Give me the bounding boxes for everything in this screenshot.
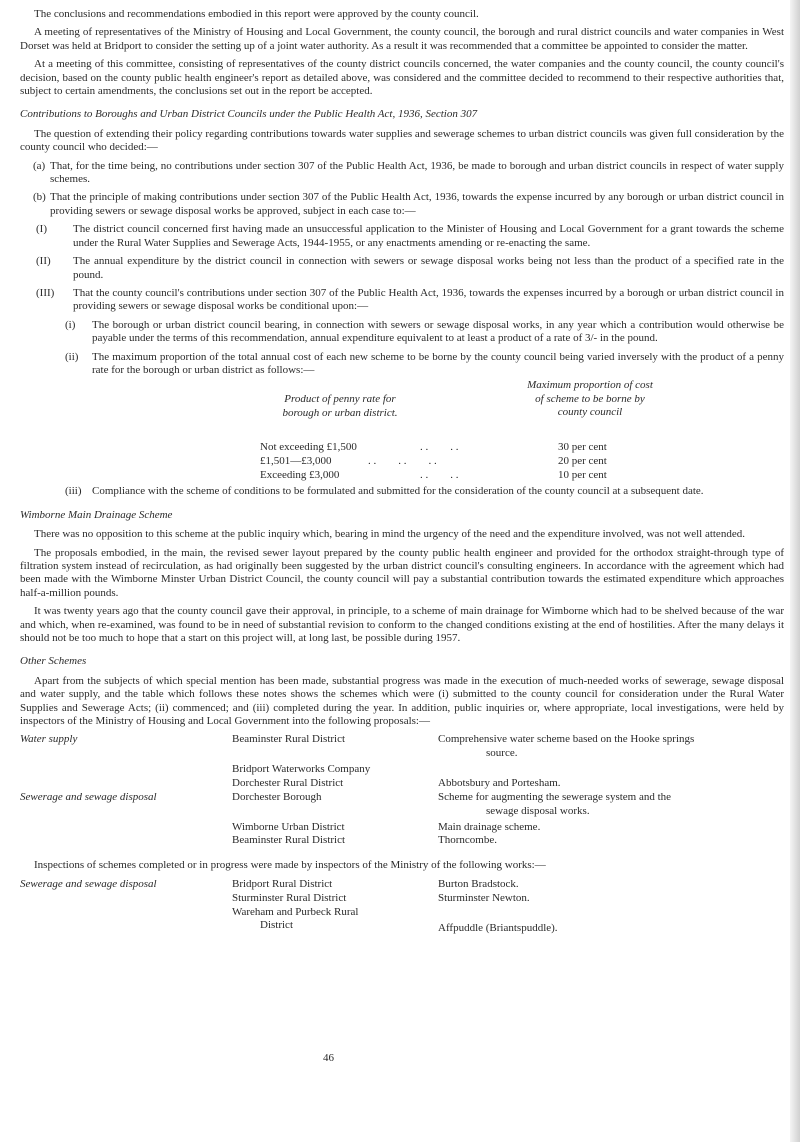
- scheme-description: [438, 733, 784, 760]
- cost-proportion-rows: [20, 441, 784, 485]
- cost-proportion-table: [20, 379, 784, 441]
- category-water-supply: Water supply: [20, 733, 78, 746]
- subcondition-label: (i): [65, 318, 76, 331]
- subcondition-text: Compliance with the scheme of conditions to be formulated and submitted for the consideration of the county council at a subsequent date.: [92, 485, 704, 498]
- contributions-paragraph: The question of extending their policy regarding contributions towards water supplies and sewerage schemes to urban district councils was given full consideration by the county council who decided:—: [20, 127, 784, 154]
- percent-value: 30 per cent: [558, 441, 607, 454]
- header-line: Product of penny rate for: [284, 393, 396, 406]
- condition-II: [20, 255, 784, 282]
- leader-dots: . . . . . .: [368, 455, 437, 468]
- scheme-description: Affpuddle (Briantspuddle).: [438, 921, 558, 934]
- clause-text: That the principle of making contributions under section 307 of the Public Health Act, 1936, towards the expense incurred by any borough or urban district council in providing sewers or sewage disposal works be approved, subject in each case to:—: [50, 191, 784, 217]
- intro-paragraph-1: The conclusions and recommendations embodied in this report were approved by the county council.: [34, 8, 479, 20]
- page-number: 46: [323, 1052, 334, 1064]
- intro-paragraph-3: At a meeting of this committee, consisting of representatives of the county district councils concerned, the water companies and the county council, the county council's decision, based on the county public health engineer's report as detailed above, was considered and the committee decided to recommend to their respective authorities that, subject to certain amendments, the conclusions set out in the report be accepted.: [20, 58, 784, 98]
- proposals-table: [20, 733, 784, 855]
- clause-label: (a): [33, 159, 46, 172]
- band-label: Not exceeding £1,500: [260, 441, 357, 454]
- wimborne-paragraph-3: It was twenty years ago that the county council gave their approval, in principle, to a scheme of main drainage for Wimborne which had to be shelved because of the war and which, when re-examined, was found to be in need of substantial revision to conform to the changed conditions existing at the end of hostilities. After the many delays it should not be too much to hope that a start on this project will, at long last, be possible during 1957.: [20, 605, 784, 644]
- table-header-product: [245, 393, 435, 420]
- authority: Beaminster Rural District: [232, 834, 346, 847]
- subcondition-label: (ii): [65, 350, 79, 363]
- band-label: Exceeding £3,000: [260, 469, 340, 482]
- subcondition-text: The maximum proportion of the total annual cost of each new scheme to be borne by the county council being varied inversely with the product of a penny rate for the borough or urban district as follows:—: [92, 350, 784, 376]
- condition-I: [20, 223, 784, 250]
- other-schemes-heading: Other Schemes: [20, 655, 87, 668]
- clause-label: (b): [33, 191, 46, 204]
- authority: Beaminster Rural District: [232, 733, 346, 746]
- header-line: county council: [557, 406, 623, 419]
- description-line: source.: [486, 746, 518, 759]
- scheme-description: Burton Bradstock.: [438, 877, 519, 890]
- authority: Sturminster Rural District: [232, 891, 347, 904]
- scheme-description: Sturminster Newton.: [438, 891, 530, 904]
- category-sewerage: Sewerage and sewage disposal: [20, 877, 157, 890]
- scheme-description: Abbotsbury and Portesham.: [438, 777, 561, 790]
- leader-dots: . . . .: [420, 469, 459, 482]
- description-line: Comprehensive water scheme based on the Hooke springs: [438, 733, 695, 746]
- clause-b: [20, 191, 784, 218]
- authority-line: Dorchester Rural District: [232, 776, 344, 789]
- condition-text: That the county council's contributions under section 307 of the Public Health Act, 1936, towards the expenses incurred by a borough or urban district council in providing sewers or sewage disposal works be conditional upon:—: [73, 286, 784, 313]
- subcondition-text: The borough or urban district council bearing, in connection with sewers or sewage disposal works, in any year which a contribution would otherwise be payable under the terms of this recommendation, annual expenditure equivalent to at least a product of a rate of 3/- in the pound.: [92, 318, 784, 345]
- inspections-intro: Inspections of schemes completed or in progress were made by inspectors of the Ministry of the following works:—: [34, 859, 546, 872]
- page-edge-shadow: [790, 0, 800, 1142]
- contributions-heading: Contributions to Boroughs and Urban District Councils under the Public Health Act, 1936, Section 307: [20, 108, 478, 121]
- authority: Bridport Rural District: [232, 877, 333, 890]
- authority-line: Bridport Waterworks Company: [232, 763, 371, 776]
- authority: Wimborne Urban District: [232, 821, 345, 834]
- condition-text: The annual expenditure by the district council in connection with sewers or sewage disposal works being not less than the product of a specified rate in the pound.: [73, 255, 784, 281]
- leader-dots: . . . .: [420, 441, 459, 454]
- subcondition-ii: [20, 351, 784, 378]
- condition-label: (III): [36, 286, 55, 299]
- header-line: Maximum proportion of cost: [527, 379, 653, 392]
- header-line: of scheme to be borne by: [535, 392, 645, 405]
- condition-label: (II): [36, 255, 51, 268]
- table-header-maximum: [490, 379, 690, 419]
- scheme-description: Thorncombe.: [438, 834, 497, 847]
- authority: [232, 906, 358, 933]
- condition-label: (I): [36, 223, 47, 236]
- condition-III: [20, 287, 784, 314]
- table-row: [260, 441, 357, 454]
- description-line: Scheme for augmenting the sewerage system and the: [438, 791, 672, 804]
- scheme-description: Main drainage scheme.: [438, 821, 541, 834]
- wimborne-heading: Wimborne Main Drainage Scheme: [20, 508, 173, 521]
- percent-value: 20 per cent: [558, 455, 607, 468]
- other-schemes-paragraph: Apart from the subjects of which special mention has been made, substantial progress was made in the execution of much-needed works of sewerage, sewage disposal and water supply, and the table which follows these notes shows the schemes which were (i) submitted to the county council for consideration under the Rural Water Supplies and Sewerage Acts; (ii) commenced; and (iii) completed during the year. In addition, public inquiries or, where appropriate, local investigations, were held by inspectors of the Ministry of Housing and Local Government into the following proposals:—: [20, 674, 784, 728]
- wimborne-paragraph-2: The proposals embodied, in the main, the revised sewer layout prepared by the county public health engineer and provided for the orthodox straight-through type of filtration system instead of recirculation, as had originally been suggested by the urban district council's consulting engineers. In accordance with the agreement which had been made with the Wimborne Minster Urban District Council, the county council will pay a substantial contribution towards the estimated expenditure which approaches half-a-million pounds.: [20, 546, 784, 599]
- authority-line: Wareham and Purbeck Rural: [232, 905, 359, 918]
- header-line: borough or urban district.: [282, 406, 398, 419]
- intro-paragraph-2: A meeting of representatives of the Ministry of Housing and Local Government, the county council, the borough and rural district councils and water companies in West Dorset was held at Bridport to consider the setting up of a joint water authority. As a result it was recommended that a committee be appointed to consider the matter.: [20, 26, 784, 52]
- clause-text: That, for the time being, no contributions under section 307 of the Public Health Act, 1936, be made to borough and urban district councils in respect of water supply schemes.: [50, 159, 784, 186]
- category-sewerage: Sewerage and sewage disposal: [20, 791, 157, 804]
- table-row: [260, 455, 332, 468]
- authority: [232, 763, 370, 790]
- authority-line: District: [260, 919, 293, 932]
- percent-value: 10 per cent: [558, 469, 607, 482]
- wimborne-paragraph-1: There was no opposition to this scheme at the public inquiry which, bearing in mind the urgency of the need and the expenditure involved, was not well attended.: [34, 528, 745, 541]
- description-line: sewage disposal works.: [486, 804, 590, 817]
- table-row: [260, 469, 339, 482]
- subcondition-i: [20, 319, 784, 346]
- authority: Dorchester Borough: [232, 791, 322, 804]
- subcondition-iii: [20, 485, 784, 498]
- band-label: £1,501—£3,000: [260, 455, 332, 468]
- condition-text: The district council concerned first having made an unsuccessful application to the Minister of Housing and Local Government for a grant towards the scheme under the Rural Water Supplies and Sewerage Acts, 1944-1955, or any enactments amending or re-enacting the same.: [73, 223, 784, 249]
- document-body: [20, 8, 784, 958]
- clause-a: [20, 160, 784, 187]
- subcondition-label: (iii): [65, 485, 82, 498]
- inspections-table: [20, 878, 784, 958]
- scheme-description: [438, 791, 784, 818]
